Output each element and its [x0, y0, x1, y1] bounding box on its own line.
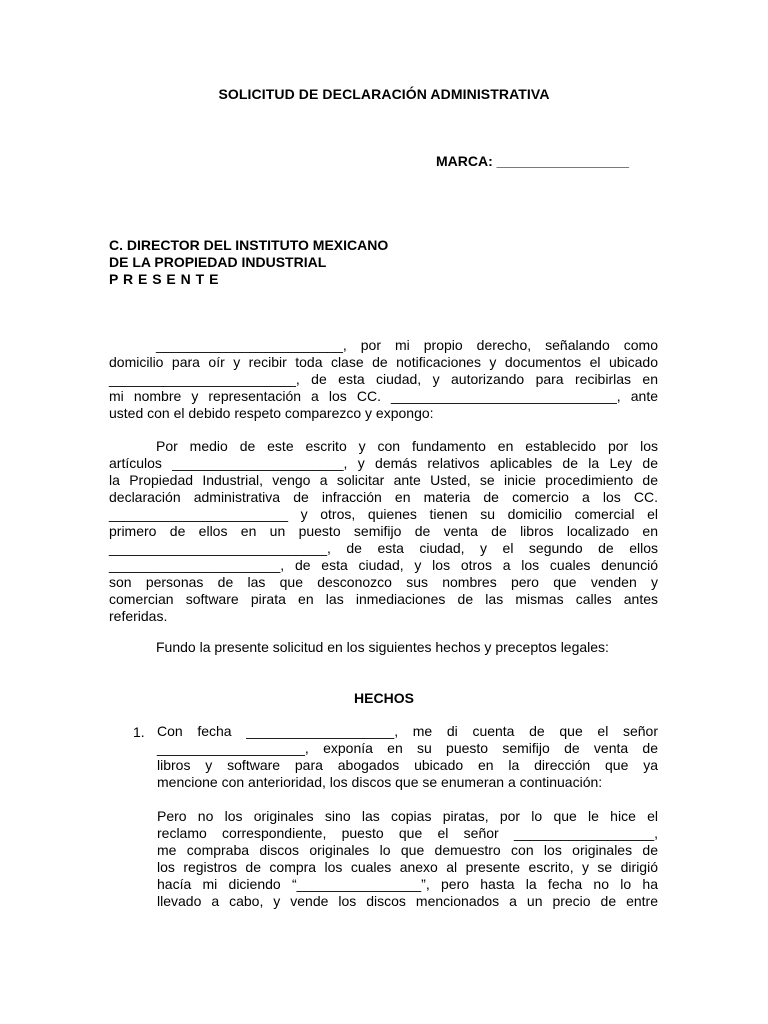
- paragraph-line: me compraba discos originales lo que demuestro con los originales de: [157, 842, 658, 858]
- paragraph-line: domicilio para oír y recibir toda clase de notificaciones y documentos el ubicado: [109, 354, 658, 370]
- paragraph-line: la Propiedad Industrial, vengo a solicitar ante Usted, se inicie procedimiento de: [109, 472, 658, 488]
- list-item-number: 1.: [133, 724, 145, 740]
- paragraph-line: mencione con anterioridad, los discos que se enumeran a continuación:: [157, 774, 603, 790]
- list-item-fact-1-continued: [157, 808, 658, 910]
- paragraph-line: mi nombre y representación a los CC. _____________________________, ante: [109, 388, 658, 404]
- paragraph-line: Fundo la presente solicitud en los siguientes hechos y preceptos legales:: [156, 639, 609, 655]
- paragraph-line: ______________________, de esta ciudad, y los otros a los cuales denunció: [109, 557, 658, 573]
- paragraph-line: primero de ellos en un puesto semifijo de venta de libros localizado en: [109, 523, 658, 539]
- paragraph-line: Por medio de este escrito y con fundamento en establecido por los: [156, 438, 658, 454]
- paragraph-line: usted con el debido respeto comparezco y expongo:: [109, 405, 434, 421]
- marca-field: MARCA: _________________: [436, 153, 630, 169]
- paragraph-line: ___________________, exponía en su puesto semifijo de venta de: [157, 740, 658, 756]
- paragraph-line: libros y software para abogados ubicado en la dirección que ya: [157, 757, 658, 773]
- paragraph-line: ________________________, de esta ciudad, y autorizando para recibirlas en: [109, 371, 658, 387]
- paragraph-line: declaración administrativa de infracción en materia de comercio a los CC.: [109, 489, 658, 505]
- paragraph-line: comercian software pirata en las inmediaciones de las mismas calles antes: [109, 591, 658, 607]
- paragraph-line: _______________________ y otros, quienes tienen su domicilio comercial el: [109, 506, 658, 522]
- addressee-line: C. DIRECTOR DEL INSTITUTO MEXICANO: [109, 237, 389, 253]
- section-heading-hechos: HECHOS: [354, 690, 414, 706]
- paragraph-line: ________________________, por mi propio derecho, señalando como: [156, 337, 658, 353]
- paragraph-line: referidas.: [109, 608, 168, 624]
- paragraph-line: llevado a cabo, y vende los discos mencionados a un precio de entre: [157, 893, 658, 909]
- addressee-line: DE LA PROPIEDAD INDUSTRIAL: [109, 254, 327, 270]
- paragraph-line: Con fecha ___________________, me di cuenta de que el señor: [157, 723, 658, 739]
- paragraph-line: artículos ______________________, y demás relativos aplicables de la Ley de: [109, 455, 658, 471]
- paragraph-request: [109, 438, 658, 625]
- paragraph-foundation: [109, 639, 658, 656]
- paragraph-line: son personas de las que desconozco sus nombres pero que venden y: [109, 574, 658, 590]
- paragraph-line: Pero no los originales sino las copias piratas, por lo que le hice el: [157, 808, 658, 824]
- addressee-line: P R E S E N T E: [109, 271, 219, 287]
- paragraph-line: los registros de compra los cuales anexo al presente escrito, y se dirigió: [157, 859, 658, 875]
- paragraph-line: reclamo correspondiente, puesto que el señor __________________,: [157, 825, 658, 841]
- paragraph-line: ____________________________, de esta ciudad, y el segundo de ellos: [109, 540, 658, 556]
- document-title: SOLICITUD DE DECLARACIÓN ADMINISTRATIVA: [218, 86, 550, 102]
- paragraph-line: hacía mi diciendo “________________”, pero hasta la fecha no lo ha: [157, 876, 658, 892]
- list-item-fact-1: [157, 723, 658, 791]
- addressee-block: [109, 237, 388, 288]
- paragraph-intro: [109, 337, 658, 422]
